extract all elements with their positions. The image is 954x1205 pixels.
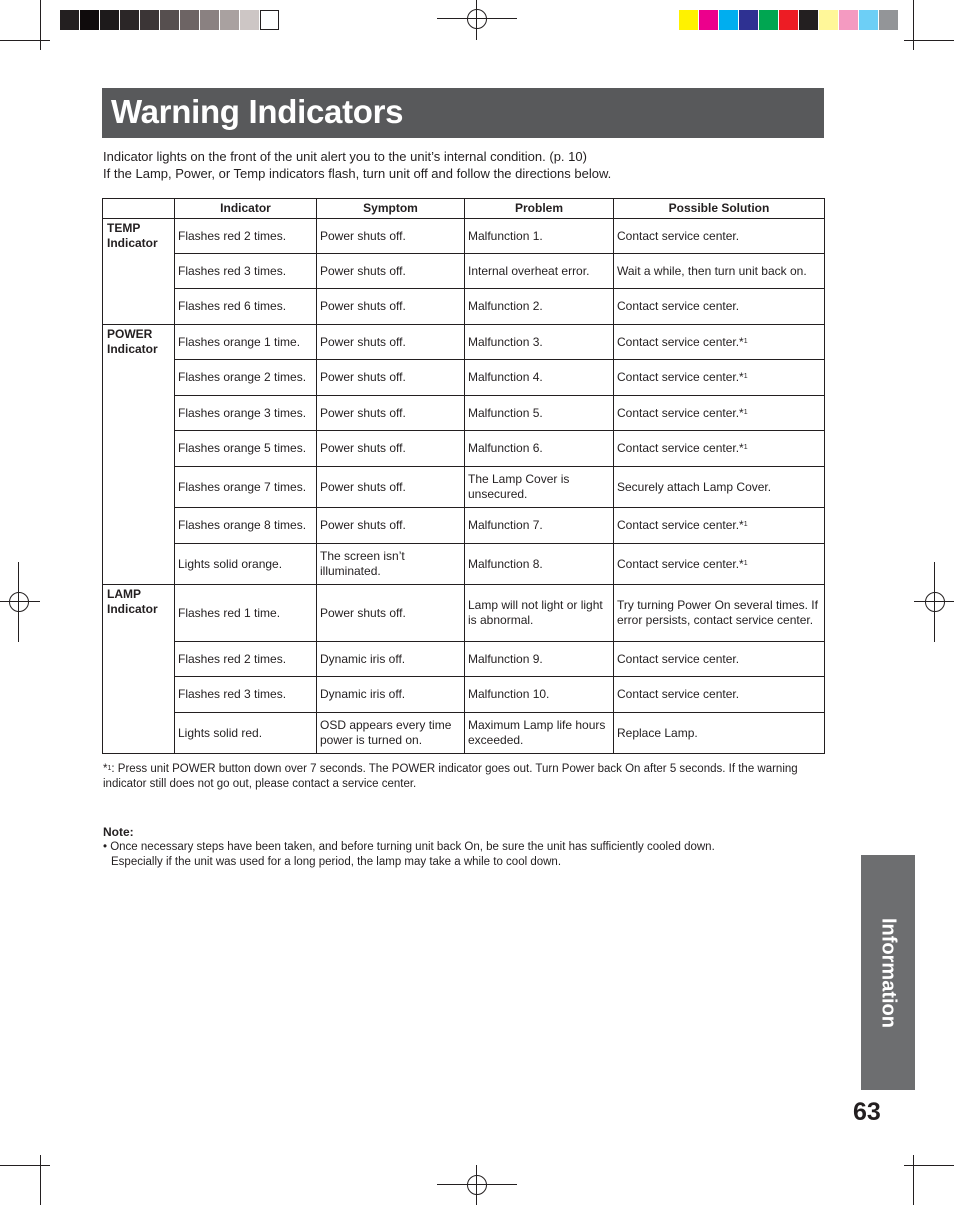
footnote — [103, 762, 823, 792]
table-row — [103, 508, 825, 544]
symptom-text: Power shuts off. — [320, 441, 406, 455]
header-blank — [103, 199, 175, 219]
cell-symptom — [317, 289, 465, 325]
color-swatch — [879, 10, 899, 30]
gray-swatch — [260, 10, 279, 30]
indicator-text: Flashes red 1 time. — [178, 605, 281, 620]
note-line-1: • Once necessary steps have been taken, and before turning unit back On, be sure the unit has sufficiently cooled down. — [103, 841, 715, 853]
cell-solution — [614, 467, 825, 508]
cell-indicator — [175, 396, 317, 431]
indicator-text: Flashes orange 3 times. — [178, 405, 307, 420]
cell-solution — [614, 642, 825, 677]
note-heading: Note: — [103, 825, 134, 839]
cell-symptom — [317, 713, 465, 754]
solution-text: Contact service center.* — [617, 334, 744, 349]
indicator-text: Flashes orange 2 times. — [178, 370, 307, 384]
indicator-text: Flashes orange 8 times. — [178, 518, 307, 532]
indicator-text: Flashes red 3 times. — [178, 263, 287, 278]
cell-solution — [614, 396, 825, 431]
solution-text: Wait a while, then turn unit back on. — [617, 263, 807, 278]
group-name: POWER — [107, 327, 153, 341]
solution-text: Contact service center.* — [617, 518, 744, 532]
cell-symptom — [317, 325, 465, 360]
registration-mark-right-icon — [914, 562, 954, 642]
footnote-ref: 1 — [743, 373, 748, 380]
symptom-text: Power shuts off. — [320, 605, 406, 620]
cell-problem — [465, 467, 614, 508]
cell-symptom — [317, 396, 465, 431]
cell-indicator — [175, 254, 317, 289]
table-row — [103, 677, 825, 713]
table-row — [103, 431, 825, 467]
cell-indicator — [175, 289, 317, 325]
symptom-text: The screen isn’t illuminated. — [320, 549, 405, 578]
symptom-text: Power shuts off. — [320, 518, 406, 532]
cell-problem — [465, 642, 614, 677]
cell-solution — [614, 677, 825, 713]
problem-text: Malfunction 4. — [468, 370, 543, 384]
table-row — [103, 396, 825, 431]
problem-text: Malfunction 1. — [468, 228, 543, 243]
indicator-group-label — [103, 219, 175, 325]
cell-problem — [465, 713, 614, 754]
group-subname: Indicator — [107, 236, 158, 250]
gray-swatch — [140, 10, 160, 30]
problem-text: Malfunction 5. — [468, 405, 543, 420]
gray-swatch — [120, 10, 140, 30]
color-calibration-strip — [679, 10, 899, 30]
side-tab-label: Information — [877, 917, 900, 1028]
cell-problem — [465, 508, 614, 544]
table-row — [103, 585, 825, 642]
table-row — [103, 360, 825, 396]
problem-text: Malfunction 7. — [468, 518, 543, 532]
color-swatch — [719, 10, 739, 30]
cell-problem — [465, 360, 614, 396]
cell-symptom — [317, 431, 465, 467]
cell-solution — [614, 713, 825, 754]
solution-text: Contact service center.* — [617, 441, 744, 455]
title-bar — [102, 88, 824, 138]
cell-symptom — [317, 254, 465, 289]
problem-text: The Lamp Cover is unsecured. — [468, 472, 570, 501]
cell-symptom — [317, 219, 465, 254]
symptom-text: Power shuts off. — [320, 334, 406, 349]
problem-text: Maximum Lamp life hours exceeded. — [468, 718, 606, 747]
header-solution: Possible Solution — [614, 199, 825, 219]
cell-indicator — [175, 585, 317, 642]
gray-swatch — [220, 10, 240, 30]
cell-indicator — [175, 544, 317, 585]
cell-indicator — [175, 642, 317, 677]
color-swatch — [779, 10, 799, 30]
registration-mark-bottom-icon — [437, 1165, 517, 1205]
cell-solution — [614, 219, 825, 254]
page-title: Warning Indicators — [111, 93, 404, 130]
group-subname: Indicator — [107, 342, 158, 356]
solution-text: Contact service center.* — [617, 405, 744, 420]
table-row — [103, 713, 825, 754]
color-swatch — [839, 10, 859, 30]
symptom-text: OSD appears every time power is turned on. — [320, 718, 452, 747]
table-row — [103, 467, 825, 508]
cell-solution — [614, 360, 825, 396]
cell-problem — [465, 325, 614, 360]
gray-swatch — [160, 10, 180, 30]
footnote-ref: 1 — [743, 559, 748, 567]
page-number: 63 — [853, 1098, 881, 1126]
problem-text: Malfunction 6. — [468, 441, 543, 455]
footnote-ref: 1 — [743, 408, 748, 416]
cell-symptom — [317, 642, 465, 677]
indicator-text: Flashes orange 1 time. — [178, 334, 301, 349]
cell-solution — [614, 289, 825, 325]
header-indicator: Indicator — [175, 199, 317, 219]
cell-solution — [614, 508, 825, 544]
cell-indicator — [175, 508, 317, 544]
table-row — [103, 254, 825, 289]
cell-indicator — [175, 467, 317, 508]
cell-solution — [614, 431, 825, 467]
cell-indicator — [175, 431, 317, 467]
symptom-text: Power shuts off. — [320, 263, 406, 278]
table-row — [103, 544, 825, 585]
cell-symptom — [317, 544, 465, 585]
note-body — [103, 840, 823, 870]
color-swatch — [819, 10, 839, 30]
footnote-ref: 1 — [743, 444, 748, 451]
cell-problem — [465, 289, 614, 325]
cell-solution — [614, 325, 825, 360]
cell-problem — [465, 396, 614, 431]
symptom-text: Dynamic iris off. — [320, 687, 406, 701]
cell-problem — [465, 431, 614, 467]
footnote-ref: 1 — [743, 521, 748, 528]
cell-problem — [465, 585, 614, 642]
intro-line-2: If the Lamp, Power, or Temp indicators flash, turn unit off and follow the directions below. — [103, 166, 612, 181]
cell-problem — [465, 544, 614, 585]
solution-text: Securely attach Lamp Cover. — [617, 479, 772, 494]
cell-indicator — [175, 713, 317, 754]
header-problem: Problem — [465, 199, 614, 219]
indicator-text: Lights solid red. — [178, 725, 263, 740]
warning-indicator-table — [102, 198, 825, 754]
cell-problem — [465, 219, 614, 254]
color-swatch — [859, 10, 879, 30]
table-row — [103, 219, 825, 254]
footnote-text: : Press unit POWER button down over 7 seconds. The POWER indicator goes out. Turn Power back On after 5 seconds. If the warning indicator still does not go out, please contact a service center. — [103, 763, 798, 790]
problem-text: Malfunction 2. — [468, 299, 543, 313]
symptom-text: Power shuts off. — [320, 299, 406, 313]
problem-text: Internal overheat error. — [468, 263, 590, 278]
color-swatch — [799, 10, 819, 30]
cell-symptom — [317, 508, 465, 544]
symptom-text: Power shuts off. — [320, 370, 406, 384]
problem-text: Malfunction 9. — [468, 651, 543, 666]
solution-text: Try turning Power On several times. If error persists, contact service center. — [617, 598, 818, 627]
intro-line-1: Indicator lights on the front of the unit alert you to the unit’s internal condition. (p. 10) — [103, 149, 587, 164]
gray-swatch — [180, 10, 200, 30]
footnote-mark: 1 — [107, 765, 112, 772]
solution-text: Contact service center. — [617, 228, 740, 243]
gray-swatch — [60, 10, 80, 30]
cell-solution — [614, 585, 825, 642]
cell-indicator — [175, 677, 317, 713]
problem-text: Malfunction 3. — [468, 334, 543, 349]
solution-text: Contact service center. — [617, 299, 740, 313]
problem-text: Lamp will not light or light is abnormal. — [468, 598, 603, 627]
color-swatch — [759, 10, 779, 30]
table-header-row — [103, 199, 825, 219]
cell-indicator — [175, 219, 317, 254]
symptom-text: Power shuts off. — [320, 479, 406, 494]
solution-text: Contact service center. — [617, 687, 740, 701]
gray-calibration-strip — [60, 10, 279, 30]
cell-symptom — [317, 585, 465, 642]
solution-text: Replace Lamp. — [617, 725, 698, 740]
cell-problem — [465, 677, 614, 713]
color-swatch — [699, 10, 719, 30]
indicator-text: Flashes red 2 times. — [178, 651, 287, 666]
cell-indicator — [175, 325, 317, 360]
indicator-text: Lights solid orange. — [178, 556, 283, 571]
footnote-star: * — [103, 763, 108, 775]
indicator-text: Flashes orange 7 times. — [178, 479, 307, 494]
gray-swatch — [100, 10, 120, 30]
problem-text: Malfunction 10. — [468, 687, 550, 701]
indicator-text: Flashes red 3 times. — [178, 687, 287, 701]
table-row — [103, 642, 825, 677]
indicator-text: Flashes orange 5 times. — [178, 441, 307, 455]
note-line-2: Especially if the unit was used for a long period, the lamp may take a while to cool down. — [111, 856, 562, 868]
group-name: LAMP — [107, 587, 141, 601]
cell-problem — [465, 254, 614, 289]
solution-text: Contact service center.* — [617, 370, 744, 384]
registration-mark-left-icon — [0, 562, 40, 642]
group-subname: Indicator — [107, 602, 158, 616]
group-name: TEMP — [107, 221, 141, 235]
gray-swatch — [240, 10, 260, 30]
cell-symptom — [317, 467, 465, 508]
problem-text: Malfunction 8. — [468, 556, 543, 571]
header-symptom: Symptom — [317, 199, 465, 219]
color-swatch — [739, 10, 759, 30]
solution-text: Contact service center.* — [617, 556, 744, 571]
cell-solution — [614, 544, 825, 585]
indicator-text: Flashes red 2 times. — [178, 228, 287, 243]
cell-solution — [614, 254, 825, 289]
gray-swatch — [80, 10, 100, 30]
registration-mark-top-icon — [437, 0, 517, 40]
gray-swatch — [200, 10, 220, 30]
symptom-text: Power shuts off. — [320, 228, 406, 243]
intro-text — [103, 148, 611, 182]
solution-text: Contact service center. — [617, 651, 740, 666]
color-swatch — [679, 10, 699, 30]
symptom-text: Dynamic iris off. — [320, 651, 406, 666]
indicator-group-label — [103, 325, 175, 585]
cell-symptom — [317, 360, 465, 396]
symptom-text: Power shuts off. — [320, 405, 406, 420]
table-row — [103, 325, 825, 360]
table-row — [103, 289, 825, 325]
side-tab-information — [861, 855, 915, 1090]
cell-symptom — [317, 677, 465, 713]
footnote-ref: 1 — [743, 337, 748, 345]
indicator-group-label — [103, 585, 175, 754]
cell-indicator — [175, 360, 317, 396]
indicator-text: Flashes red 6 times. — [178, 299, 287, 313]
